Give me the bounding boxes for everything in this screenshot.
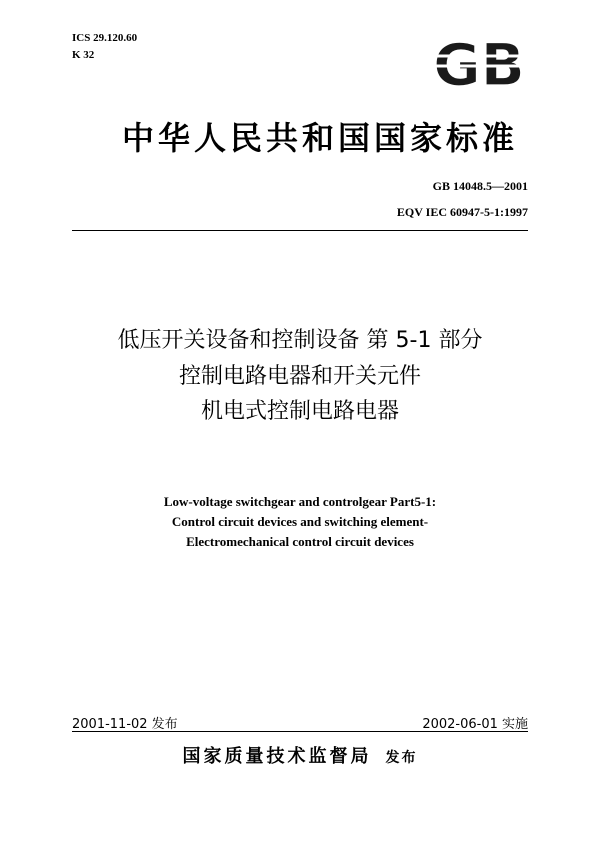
classification-code: K 32 — [72, 49, 95, 61]
ics-code: ICS 29.120.60 — [72, 32, 138, 44]
standard-number: GB 14048.5—2001 — [432, 179, 528, 193]
header-divider — [72, 230, 528, 231]
english-title-line-1: Low-voltage switchgear and controlgear Part5-1: — [163, 494, 437, 509]
chinese-title-line-3: 机电式控制电路电器 — [200, 399, 399, 424]
footer-divider — [72, 731, 528, 732]
english-title-line-2: Control circuit devices and switching element- — [171, 514, 429, 529]
english-title-line-3: Electromechanical control circuit devices — [186, 534, 414, 549]
equivalent-standard: EQV IEC 60947-5-1:1997 — [396, 205, 528, 219]
gb-logo-text: GB — [433, 36, 525, 92]
gb-logo — [426, 36, 532, 92]
issuer-name: 国家质量技术监督局 — [182, 746, 372, 767]
chinese-title-line-1: 低压开关设备和控制设备 第 5-1 部分 — [117, 328, 483, 353]
implementation-date: 2002-06-01 实施 — [422, 717, 528, 732]
issuer-suffix: 发布 — [385, 750, 418, 766]
issuer — [60, 742, 540, 768]
national-standard-title: 中华人民共和国国家标准 — [121, 120, 518, 156]
issue-date: 2001-11-02 发布 — [72, 717, 178, 732]
chinese-title-line-2: 控制电路电器和开关元件 — [178, 364, 421, 389]
